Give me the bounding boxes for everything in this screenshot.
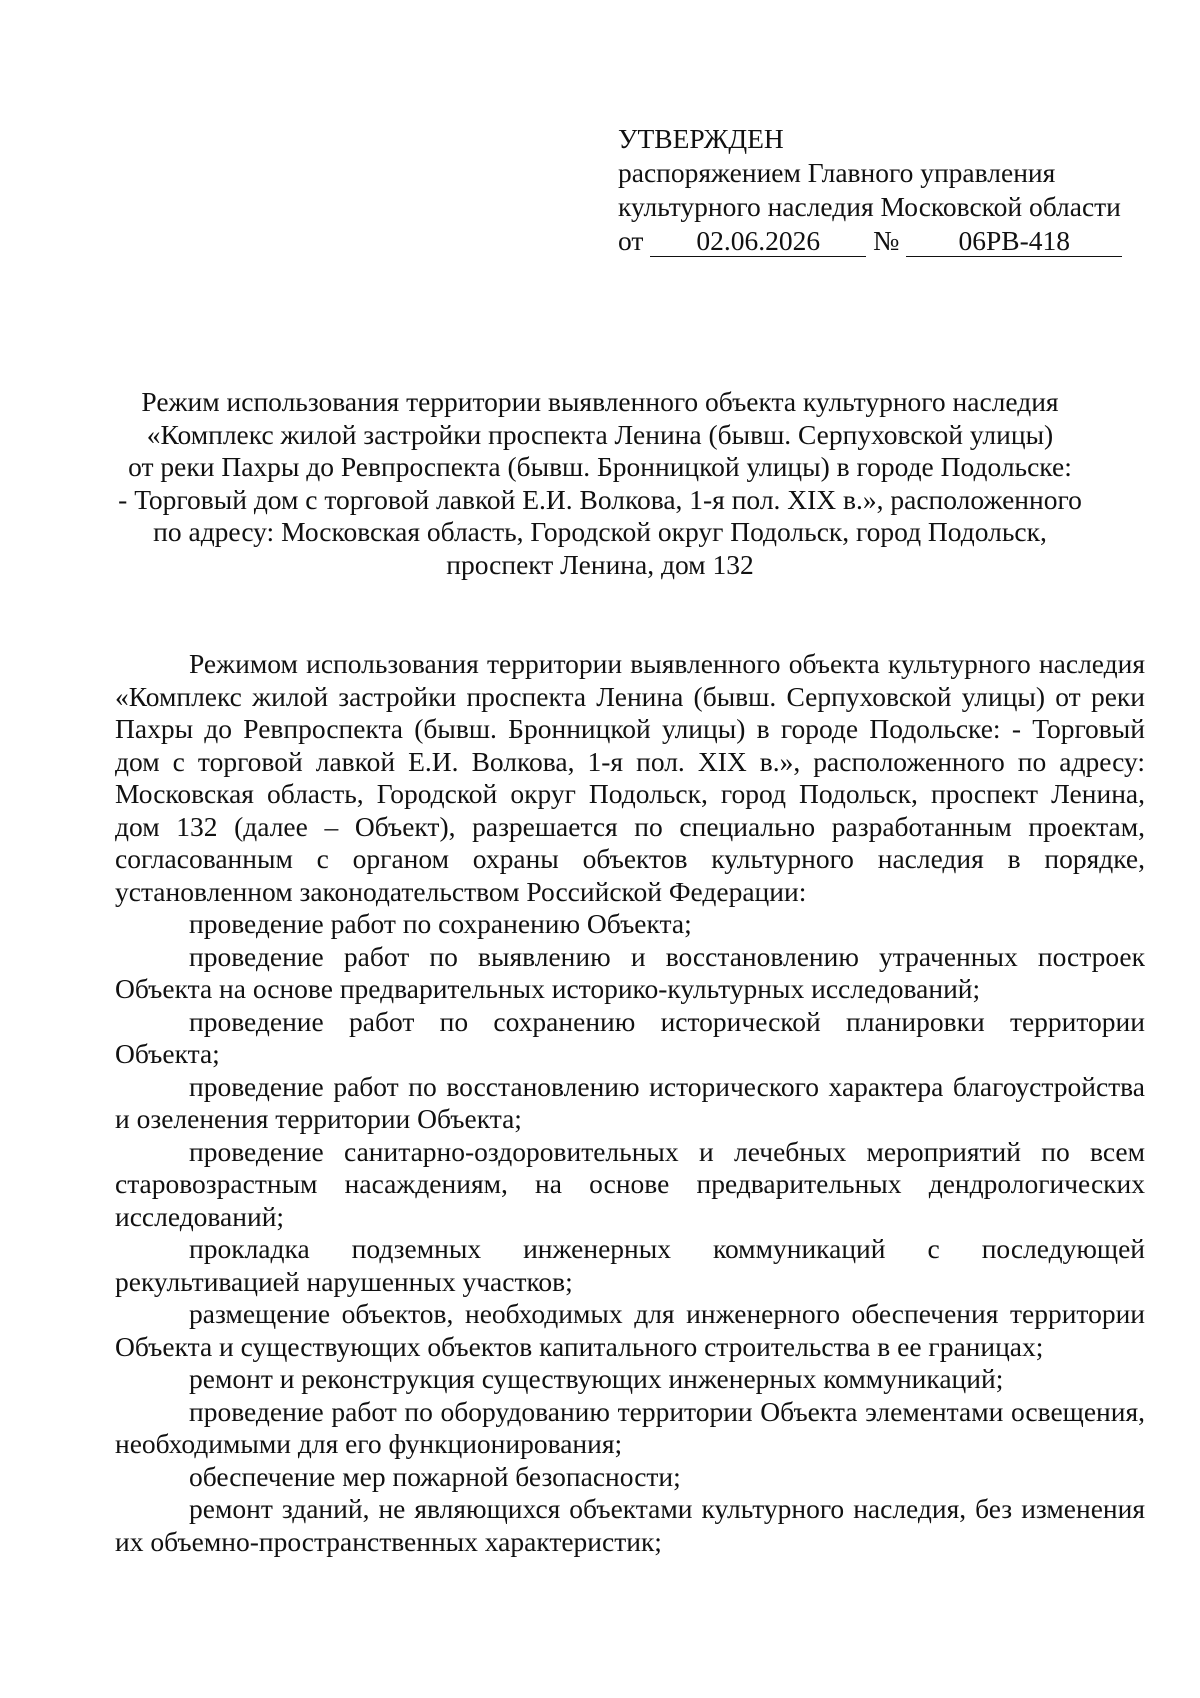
approval-from-label: от [618, 225, 644, 256]
title-line-6: проспект Ленина, дом 132 [446, 548, 754, 580]
list-item-tree-care: проведение санитарно-оздоровительных и лечебных мероприятий по всем старовозрастным насаждениям, на основе предварительных дендрологических исследований; [115, 1135, 1145, 1232]
title-line-5: по адресу: Московская область, Городской округ Подольск, город Подольск, [153, 516, 1047, 548]
list-item-utility-repair: ремонт и реконструкция существующих инженерных коммуникаций; [189, 1363, 1004, 1394]
list-item-preservation: проведение работ по сохранению Объекта; [189, 908, 692, 939]
approval-date: 02.06.2026 [650, 226, 866, 257]
list-item-engineering-objects: размещение объектов, необходимых для инженерного обеспечения территории Объекта и существующих объектов капитального строительства в ее границах; [115, 1298, 1145, 1362]
approval-reference [618, 224, 1138, 258]
approval-issuer-line-2: культурного наследия Московской области [618, 191, 1121, 222]
list-item-lighting: проведение работ по оборудованию территории Объекта элементами освещения, необходимыми для его функционирования; [115, 1395, 1145, 1459]
list-item-lost-buildings: проведение работ по выявлению и восстановлению утраченных построек Объекта на основе предварительных историко-культурных исследований; [115, 940, 1145, 1004]
approval-issuer-line-1: распоряжением Главного управления [618, 157, 1056, 188]
list-item-fire-safety: обеспечение мер пожарной безопасности; [189, 1460, 681, 1492]
list-item-historic-layout: проведение работ по сохранению исторической планировки территории Объекта; [115, 1005, 1145, 1069]
title-line-1: Режим использования территории выявленного объекта культурного наследия [141, 386, 1059, 417]
document-body [115, 648, 1145, 1558]
title-line-4: - Торговый дом с торговой лавкой Е.И. Волкова, 1-я пол. XIX в.», расположенного [118, 483, 1082, 515]
list-item-landscaping: проведение работ по восстановлению исторического характера благоустройства и озеленения территории Объекта; [115, 1070, 1145, 1134]
approval-number: 06РВ-418 [906, 226, 1122, 257]
intro-paragraph: Режимом использования территории выявленного объекта культурного наследия «Комплекс жилой застройки проспекта Ленина (бывш. Серпуховской улицы) от реки Пахры до Ревпроспекта (бывш. Бронницкой улицы) в городе Подольске: - Торговый дом с торговой лавкой Е.И. Волкова, 1-я пол. XIX в.», расположенного по адресу: Московская область, Городской округ Подольск, город Подольск, проспект Ленина, дом 132 (далее – Объект), разрешается по специально разработанным проектам, согласованным с органом охраны объектов культурного наследия в порядке, установленном законодательством Российской Федерации: [115, 648, 1145, 907]
list-item-underground-utilities: прокладка подземных инженерных коммуникаций с последующей рекультивацией нарушенных участков; [115, 1233, 1145, 1297]
document-title [100, 386, 1100, 582]
approval-number-label: № [873, 225, 900, 256]
approval-stamp [618, 122, 1138, 258]
list-item-building-repair: ремонт зданий, не являющихся объектами культурного наследия, без изменения их объемно-пространственных характеристик; [115, 1493, 1145, 1557]
approval-status: УТВЕРЖДЕН [618, 123, 784, 154]
title-line-2: «Комплекс жилой застройки проспекта Ленина (бывш. Серпуховской улицы) [146, 418, 1054, 450]
title-line-3: от реки Пахры до Ревпроспекта (бывш. Бронницкой улицы) в городе Подольске: [128, 451, 1072, 483]
